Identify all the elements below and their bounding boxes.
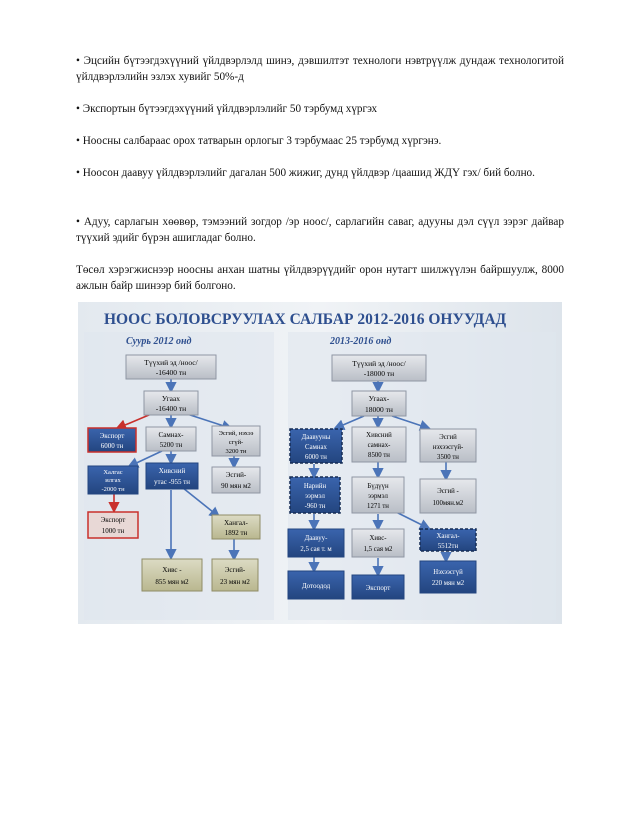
svg-text:самнах-: самнах- [367, 442, 391, 449]
svg-text:Түүхий эд /ноос/: Түүхий эд /ноос/ [352, 359, 406, 368]
right-cloth-box [290, 429, 342, 463]
left-sort-box [88, 466, 138, 494]
svg-text:220 мян м2: 220 мян м2 [431, 580, 465, 587]
svg-text:1,5 сая м2: 1,5 сая м2 [363, 546, 393, 553]
svg-text:-2000 тн: -2000 тн [101, 486, 125, 493]
right-felt-prod-box [420, 479, 476, 513]
svg-text:855 мян м2: 855 мян м2 [155, 578, 189, 586]
svg-text:2,5 сая т. м: 2,5 сая т. м [300, 546, 332, 553]
left-felt-box [212, 426, 260, 456]
svg-text:Угаах-: Угаах- [368, 394, 390, 403]
svg-text:утас -955 тн: утас -955 тн [154, 478, 190, 486]
right-knit-box [420, 529, 476, 551]
svg-text:Экспорт: Экспорт [365, 584, 391, 592]
left-knit-box [212, 515, 260, 539]
right-domestic-box [288, 571, 344, 599]
svg-text:ээрмэл: ээрмэл [368, 493, 388, 500]
svg-text:-18000 тн: -18000 тн [363, 369, 395, 378]
left-export1-box [88, 428, 136, 452]
svg-text:Угаах: Угаах [161, 394, 181, 403]
svg-text:Самнах: Самнах [305, 444, 327, 451]
svg-text:Эсгий-: Эсгий- [225, 471, 247, 479]
svg-text:ээрмэл: ээрмэл [305, 493, 325, 500]
left-carpet-box [142, 559, 202, 591]
svg-text:23 мян м2: 23 мян м2 [220, 578, 250, 586]
left-felt-prod-box [212, 467, 260, 493]
svg-text:3500 тн: 3500 тн [437, 454, 459, 461]
svg-text:Хивсний: Хивсний [158, 467, 186, 475]
svg-text:1271 тн: 1271 тн [367, 503, 389, 510]
svg-text:1892 тн: 1892 тн [224, 529, 248, 537]
svg-text:Нэхээсгүй: Нэхээсгүй [433, 569, 463, 576]
svg-text:Хангал-: Хангал- [224, 519, 248, 527]
paragraph-5: • Адуу, сарлагын хөөвөр, тэмээний зогдор /эр ноос/, сарлагийн саваг, адууны дэл сүүл зэрэг дайвар түүхий эдийг бүрэн ашигладаг болно. [76, 216, 564, 244]
paragraph-2: • Экспортын бүтээгдэхүүний үйлдвэрлэлийг 50 тэрбумд хүргэх [76, 103, 378, 115]
left-felt2-box [212, 559, 258, 591]
svg-text:Бүдүүн: Бүдүүн [367, 483, 389, 490]
svg-text:-16400 тн: -16400 тн [155, 404, 187, 413]
svg-text:1000 тн: 1000 тн [101, 527, 125, 535]
svg-text:Самнах-: Самнах- [158, 431, 184, 439]
left-raw-box [126, 355, 216, 379]
svg-text:5200 тн: 5200 тн [159, 441, 183, 449]
svg-text:Нарийн: Нарийн [303, 483, 327, 490]
left-heading: Суурь 2012 онд [126, 336, 192, 347]
left-wash-box [144, 391, 198, 415]
svg-text:Эсгий, нэхээ: Эсгий, нэхээ [218, 430, 254, 437]
paragraph-6: Төсөл хэрэгжиснээр ноосны анхан шатны үйлдвэрүүдийг орон нутагт шилжүүлэн байршуулж, 8000 ажлын байр шинээр бий болгоно. [76, 264, 564, 292]
svg-text:3200 тн: 3200 тн [225, 448, 247, 455]
svg-text:Хивс-: Хивс- [369, 535, 387, 542]
right-heading: 2013-2016 онд [330, 336, 392, 347]
svg-text:Хангал-: Хангал- [436, 533, 460, 540]
paragraph-3: • Ноосны салбараас орох татварын орлогыг 3 тэрбумаас 25 тэрбумд хүргэнэ. [76, 135, 442, 147]
left-spin-box [146, 463, 198, 489]
right-wash-box [352, 391, 406, 416]
svg-text:илгах: илгах [105, 477, 121, 484]
svg-text:Эсгий-: Эсгий- [224, 566, 246, 574]
right-fine-box [290, 477, 340, 513]
svg-text:Түүхий эд /ноос/: Түүхий эд /ноос/ [144, 358, 198, 367]
diagram-title: НООС БОЛОВСРУУЛАХ САЛБАР 2012-2016 ОНУУДАД [104, 311, 507, 328]
right-raw-box [332, 355, 426, 381]
svg-text:6000 тн: 6000 тн [100, 442, 124, 450]
svg-text:Экспорт: Экспорт [100, 516, 126, 524]
svg-text:Дотоодод: Дотоодод [301, 582, 331, 590]
svg-text:18000 тн: 18000 тн [365, 405, 393, 414]
right-nonwoven-box [420, 561, 476, 593]
right-carpet-comb-box [352, 427, 406, 462]
paragraph-1: • Эцсийн бүтээгдэхүүний үйлдвэрлэлд шинэ, дэвшилтэт технологи нэвтрүүлж дундаж технологитой үйлдвэрлэлийн эзлэх хувийг 50%-д [76, 55, 564, 83]
svg-text:Хивсний: Хивсний [366, 432, 392, 439]
svg-text:90 мян м2: 90 мян м2 [221, 482, 251, 490]
right-fabric-box [288, 529, 344, 557]
svg-text:Даавуу-: Даавуу- [304, 535, 328, 542]
svg-text:Хивс -: Хивс - [162, 566, 182, 574]
right-carpet-box [352, 529, 404, 557]
right-coarse-box [352, 477, 404, 513]
svg-text:Экспорт: Экспорт [99, 432, 125, 440]
left-export2-box [88, 512, 138, 538]
svg-text:Эсгий -: Эсгий - [437, 488, 459, 495]
svg-text:сгүй-: сгүй- [228, 439, 244, 446]
svg-text:100мян.м2: 100мян.м2 [432, 500, 464, 507]
right-export-box [352, 575, 404, 599]
left-comb-box [146, 427, 196, 451]
wool-processing-diagram [78, 302, 562, 624]
svg-text:Даавууны: Даавууны [301, 434, 331, 441]
svg-text:-16400 тн: -16400 тн [155, 368, 187, 377]
svg-text:Халгас: Халгас [103, 469, 123, 476]
svg-text:нэхээсгүй-: нэхээсгүй- [432, 444, 464, 451]
svg-text:8500 тн: 8500 тн [368, 452, 390, 459]
paragraph-4: • Ноосон даавуу үйлдвэрлэлийг дагалан 500 жижиг, дунд үйлдвэр /цаашид ЖДҮ гэх/ бий болно. [76, 167, 535, 179]
svg-text:5512тн: 5512тн [437, 543, 459, 550]
svg-text:6000 тн: 6000 тн [305, 454, 327, 461]
svg-text:-960 тн: -960 тн [304, 503, 326, 510]
right-felt-box [420, 429, 476, 462]
svg-text:Эсгий: Эсгий [439, 434, 457, 441]
